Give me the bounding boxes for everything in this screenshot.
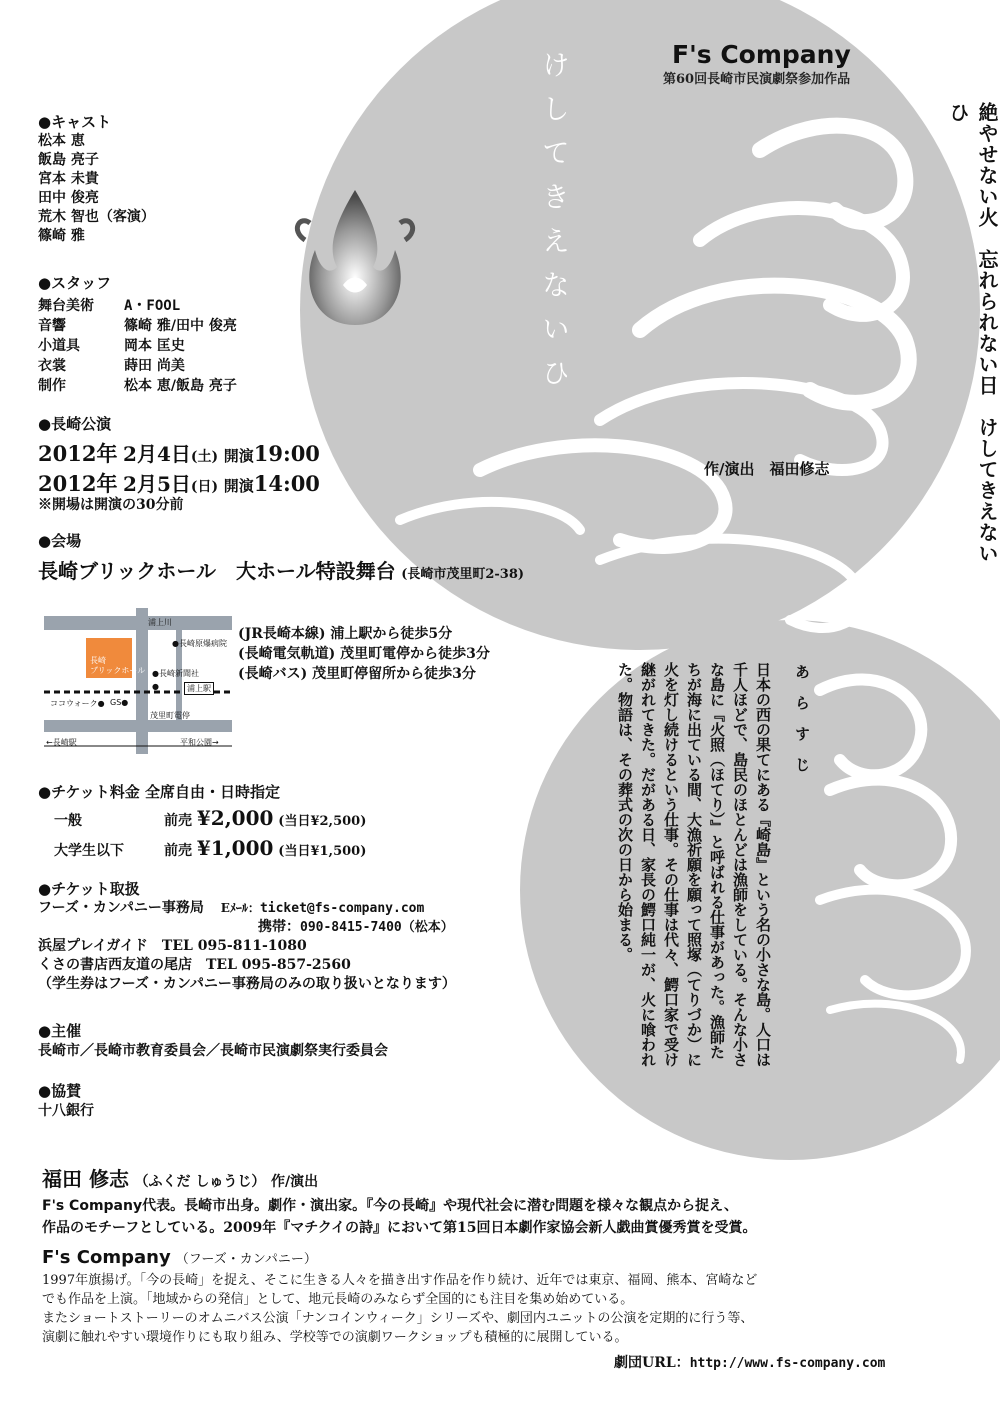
map-hall-label: 長崎 ブリックホール bbox=[90, 656, 146, 675]
staff-role: 小道具 bbox=[38, 338, 80, 354]
author-company-logo: F's Company bbox=[42, 1198, 143, 1214]
ticket-door-price: (当日¥1,500) bbox=[278, 844, 367, 859]
staff-section bbox=[38, 272, 237, 395]
ticket-price: ¥1,000 bbox=[196, 836, 274, 860]
support-heading: ●協賛 bbox=[38, 1082, 82, 1100]
author-heading bbox=[42, 1163, 756, 1192]
access-line: (JR長崎本線) 浦上駅から徒歩5分 bbox=[238, 626, 453, 642]
email-link[interactable]: ticket@fs-company.com bbox=[259, 901, 425, 916]
synopsis-line: 日本の西の果てにある『崎島』という名の小さな島。人口は bbox=[754, 662, 772, 1067]
cast-member: 飯島 亮子 bbox=[38, 152, 99, 168]
author-reading: （ふくだ しゅうじ） bbox=[134, 1174, 266, 1190]
cast-member: 宮本 未貴 bbox=[38, 171, 99, 187]
perf-year: 2012年 bbox=[38, 471, 118, 496]
sales-office: フーズ・カンパニー事務局 bbox=[38, 900, 204, 916]
company-heading bbox=[42, 1247, 757, 1268]
sales-section bbox=[38, 880, 456, 994]
company-line: またショートストーリーのオムニバス公演「ナンコインウィーク」シリーズや、劇団内ユニットの公演を定期的に行う等、 bbox=[42, 1311, 754, 1326]
access-line: (長崎バス) 茂里町停留所から徒歩3分 bbox=[238, 666, 476, 682]
perf-day: (土) bbox=[190, 449, 219, 465]
access-line: (長崎電気軌道) 茂里町電停から徒歩3分 bbox=[238, 646, 490, 662]
ticket-heading: ●チケット料金 全席自由・日時指定 bbox=[38, 783, 280, 801]
perf-open: 開演 bbox=[223, 447, 254, 465]
synopsis-line: な島に『火照（ほてり）』と呼ばれる仕事があった。漁師た bbox=[708, 662, 726, 1060]
url-label: 劇団URL： bbox=[614, 1355, 690, 1371]
venue-address: (長崎市茂里町2-38) bbox=[401, 567, 525, 582]
map-gs-label: GS● bbox=[110, 698, 129, 707]
map-heiwa-park-label: 平和公園→ bbox=[180, 738, 219, 747]
staff-role: 舞台美術 bbox=[38, 298, 94, 314]
perf-date: 2月4日 bbox=[123, 442, 191, 466]
author-section bbox=[42, 1163, 756, 1237]
cast-member: 田中 俊亮 bbox=[38, 190, 99, 206]
synopsis-line: た。物語は、その葬式の次の日から始まる。 bbox=[616, 662, 634, 962]
ticket-section bbox=[38, 781, 366, 866]
perf-time: 19:00 bbox=[253, 441, 320, 466]
ticket-pre: 前売 bbox=[164, 813, 192, 829]
company-profile-logo: F's Company bbox=[42, 1247, 171, 1268]
mobile-label: 携帯： bbox=[258, 919, 300, 935]
staff-name: 篠崎 雅/田中 俊亮 bbox=[124, 318, 237, 334]
performance-note: ※開場は開演の30分前 bbox=[38, 497, 184, 513]
staff-row bbox=[38, 315, 237, 335]
staff-role: 衣裳 bbox=[38, 358, 66, 374]
cast-heading: ●キャスト bbox=[38, 113, 112, 131]
map-urakami-station-label: 浦上駅 bbox=[184, 682, 214, 695]
company-line: でも作品を上演。「地域からの発信」として、地元長崎のみならず全国的にも注目を集め始めている。 bbox=[42, 1292, 634, 1307]
author-bio-text: 代表。長崎市出身。劇作・演出家。『今の長崎』や現代社会に潜む問題を様々な観点から捉え、 bbox=[142, 1198, 738, 1214]
director-credit: 作/演出 福田修志 bbox=[704, 460, 830, 478]
access-list bbox=[238, 624, 490, 684]
cast-member: 篠崎 雅 bbox=[38, 228, 85, 244]
company-line: 演劇に触れやすい環境作りにも取り組み、学校等での演劇ワークショップも積極的に展開している。 bbox=[42, 1330, 628, 1345]
ticket-pre: 前売 bbox=[164, 843, 192, 859]
staff-row bbox=[38, 355, 237, 375]
map-river-label: 浦上川 bbox=[148, 618, 172, 627]
sales-note: （学生券はフーズ・カンパニー事務局のみの取り扱いとなります） bbox=[38, 976, 456, 992]
cast-section bbox=[38, 111, 155, 246]
author-name: 福田 修志 bbox=[42, 1167, 129, 1191]
staff-role: 音響 bbox=[38, 318, 66, 334]
email-label: Eﾒｰﾙ： bbox=[220, 901, 260, 915]
support-section bbox=[38, 1081, 94, 1121]
staff-heading: ●スタッフ bbox=[38, 274, 112, 292]
tagline-vertical: 絶やせない火 忘れられない日 けしてきえないひ bbox=[946, 102, 999, 564]
synopsis-body bbox=[614, 662, 774, 1167]
sales-shop1: 浜屋プレイガイド TEL 095-811-1080 bbox=[38, 938, 307, 954]
sales-heading: ●チケット取扱 bbox=[38, 880, 140, 898]
company-logo: F's Company bbox=[672, 40, 851, 69]
perf-time: 14:00 bbox=[253, 471, 320, 496]
company-url-row bbox=[614, 1352, 885, 1372]
cast-member: 松本 恵 bbox=[38, 133, 85, 149]
map-tram-stop-label: 茂里町電停 bbox=[150, 711, 190, 720]
title-vertical: けしてきえないひ bbox=[538, 50, 571, 402]
company-line: 1997年旗揚げ。「今の長崎」を捉え、そこに生きる人々を描き出す作品を作り続け、近年では東京、福岡、熊本、宮崎など bbox=[42, 1273, 758, 1288]
ticket-price-row bbox=[38, 836, 366, 866]
synopsis-line: ちが海に出ている間、大漁祈願を願って照塚（てりづか）に bbox=[685, 662, 703, 1067]
map-roads bbox=[44, 608, 232, 754]
venue-name: 長崎ブリックホール 大ホール特設舞台 bbox=[38, 559, 396, 583]
performance-section bbox=[38, 413, 320, 514]
venue-line bbox=[38, 555, 524, 584]
map-nagasaki-station-label: ←長崎駅 bbox=[46, 738, 77, 747]
perf-open: 開演 bbox=[223, 477, 254, 495]
synopsis-line: 火を灯し続けるという仕事。その仕事は代々、鰐口家で受け bbox=[662, 662, 680, 1067]
ticket-door-price: (当日¥2,500) bbox=[278, 814, 367, 829]
cast-member: 荒木 智也（客演） bbox=[38, 209, 155, 225]
author-bio-line: 作品のモチーフとしている。2009年『マチクイの詩』において第15回日本劇作家協会新人戯曲賞優秀賞を受賞。 bbox=[42, 1220, 757, 1236]
staff-role: 制作 bbox=[38, 378, 66, 394]
company-reading: （フーズ・カンパニー） bbox=[175, 1252, 317, 1267]
ticket-price: ¥2,000 bbox=[196, 806, 274, 830]
staff-row bbox=[38, 375, 237, 395]
company-section bbox=[42, 1247, 757, 1347]
ticket-label: 大学生以下 bbox=[54, 843, 124, 859]
staff-name: A・FOOL bbox=[124, 298, 181, 314]
perf-date: 2月5日 bbox=[123, 472, 191, 496]
support-text: 十八銀行 bbox=[38, 1103, 94, 1119]
sales-mobile-row bbox=[38, 918, 456, 937]
sponsor-heading: ●主催 bbox=[38, 1022, 82, 1040]
synopsis-line: 千人ほどで、島民のほとんどは漁師をしている。そんな小さ bbox=[731, 662, 749, 1067]
staff-name: 松本 恵/飯島 亮子 bbox=[124, 378, 237, 394]
sales-office-row bbox=[38, 899, 456, 918]
performance-date-row bbox=[38, 468, 320, 494]
staff-name: 岡本 匡史 bbox=[124, 338, 185, 354]
staff-row bbox=[38, 295, 237, 315]
performance-heading: ●長崎公演 bbox=[38, 415, 112, 433]
sales-shop2: くさの書店西友道の尾店 TEL 095-857-2560 bbox=[38, 957, 351, 973]
sponsor-section bbox=[38, 1021, 388, 1061]
staff-row bbox=[38, 335, 237, 355]
ticket-label: 一般 bbox=[54, 813, 82, 829]
ticket-price-row bbox=[38, 806, 366, 836]
staff-name: 蒔田 尚美 bbox=[124, 358, 185, 374]
synopsis-line: 継がれてきた。だがある日、家長の鰐口純一が、火に喰われ bbox=[639, 662, 657, 1067]
perf-year: 2012年 bbox=[38, 441, 118, 466]
venue-section bbox=[38, 530, 524, 584]
map-cocowalk-label: ココウォーク● bbox=[50, 699, 105, 708]
venue-heading: ●会場 bbox=[38, 532, 82, 550]
map-hospital-label: ●長崎原爆病院 bbox=[172, 639, 227, 648]
map-newspaper-label: ●長崎新聞社 bbox=[152, 669, 199, 678]
festival-note: 第60回長崎市民演劇祭参加作品 bbox=[663, 72, 851, 87]
author-role: 作/演出 bbox=[271, 1174, 319, 1190]
sponsor-text: 長崎市／長崎市教育委員会／長崎市民演劇祭実行委員会 bbox=[38, 1043, 388, 1059]
map-busstop-icon: ● bbox=[152, 682, 159, 691]
perf-day: (日) bbox=[190, 479, 219, 495]
mobile-number: 090-8415-7400（松本） bbox=[300, 920, 454, 935]
company-url-link[interactable]: http://www.fs-company.com bbox=[689, 1356, 886, 1371]
venue-map bbox=[44, 608, 232, 754]
synopsis-heading: あらすじ bbox=[793, 664, 811, 788]
performance-date-row bbox=[38, 438, 320, 468]
author-bio-line bbox=[42, 1195, 756, 1215]
